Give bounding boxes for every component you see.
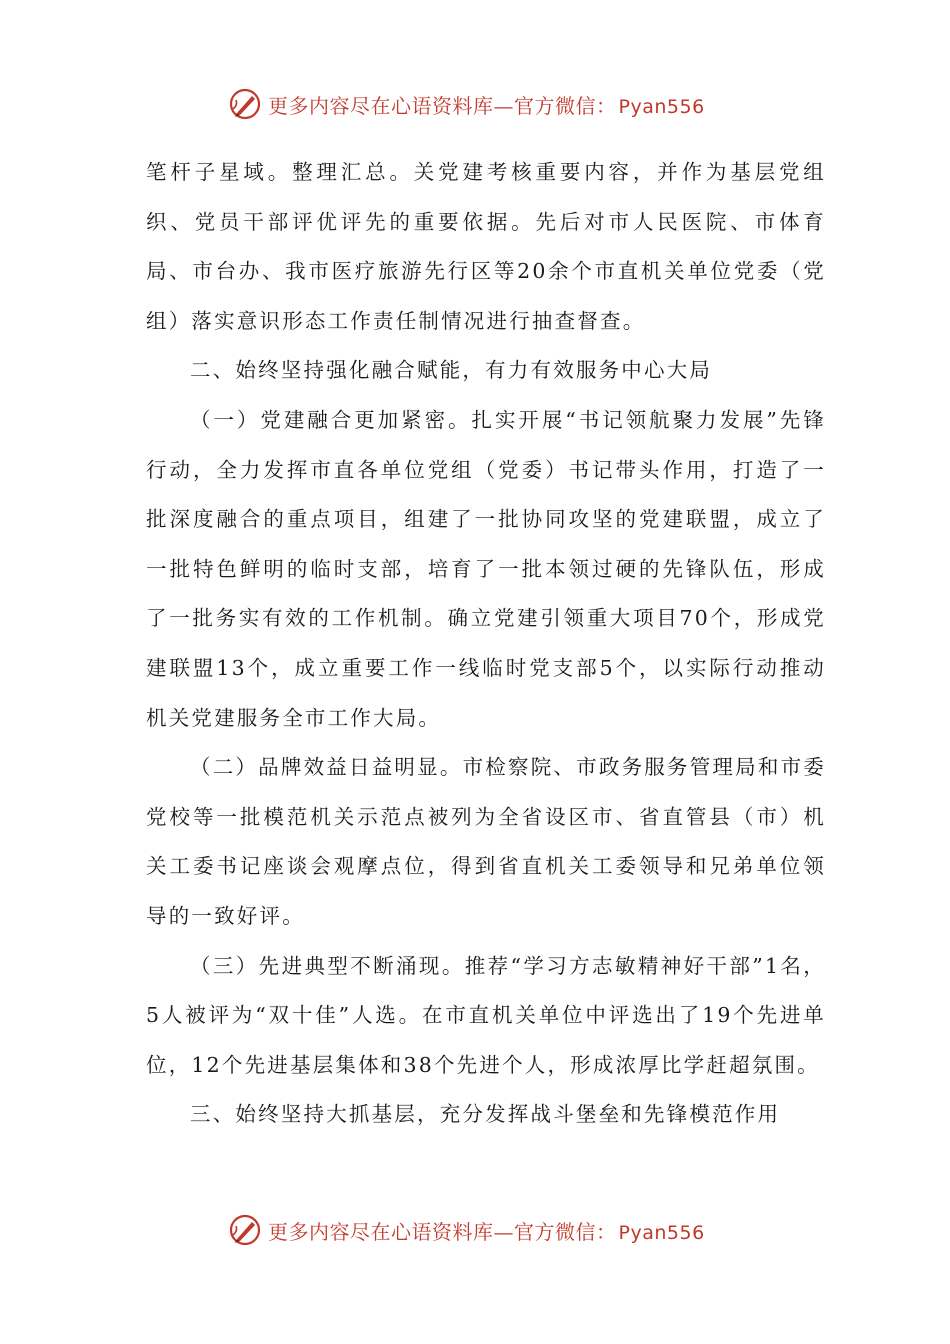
watermark-text: 更多内容尽在心语资料库—官方微信： bbox=[268, 93, 617, 118]
document-body bbox=[146, 148, 826, 1140]
paragraph-advanced-models: （三）先进典型不断涌现。推荐“学习方志敏精神好干部”1名，5人被评为“双十佳”人选。在市直机关单位中评选出了19个先进单位，12个先进基层集体和38个先进个人，形成浓厚比学赶超氛围。 bbox=[146, 953, 826, 1077]
footer-watermark bbox=[228, 1210, 705, 1250]
watermark-wechat-id: Pyan556 bbox=[618, 1221, 705, 1244]
paragraph-brand-benefits: （二）品牌效益日益明显。市检察院、市政务服务管理局和市委党校等一批模范机关示范点被列为全省设区市、省直管县（市）机关工委书记座谈会观摩点位，得到省直机关工委领导和兄弟单位领导的一致好评。 bbox=[146, 755, 826, 928]
header-watermark bbox=[228, 84, 705, 124]
watermark-wechat-id: Pyan556 bbox=[618, 95, 705, 118]
pen-logo-icon bbox=[228, 87, 262, 121]
paragraph-party-integration: （一）党建融合更加紧密。扎实开展“书记领航聚力发展”先锋行动，全力发挥市直各单位党组（党委）书记带头作用，打造了一批深度融合的重点项目，组建了一批协同攻坚的党建联盟，成立了一批特色鲜明的临时支部，培育了一批本领过硬的先锋队伍，形成了一批务实有效的工作机制。确立党建引领重大项目70个，形成党建联盟13个，成立重要工作一线临时党支部5个，以实际行动推动机关党建服务全市工作大局。 bbox=[146, 407, 826, 730]
watermark-text: 更多内容尽在心语资料库—官方微信： bbox=[268, 1219, 617, 1244]
section-heading-3: 三、始终坚持大抓基层，充分发挥战斗堡垒和先锋模范作用 bbox=[190, 1102, 781, 1127]
pen-logo-icon bbox=[228, 1213, 262, 1247]
paragraph-continuation: 笔杆子星域。整理汇总。关党建考核重要内容，并作为基层党组织、党员干部评优评先的重要依据。先后对市人民医院、市体育局、市台办、我市医疗旅游先行区等20余个市直机关单位党委（党组）落实意识形态工作责任制情况进行抽查督查。 bbox=[146, 160, 826, 333]
section-heading-2: 二、始终坚持强化融合赋能，有力有效服务中心大局 bbox=[190, 358, 713, 383]
